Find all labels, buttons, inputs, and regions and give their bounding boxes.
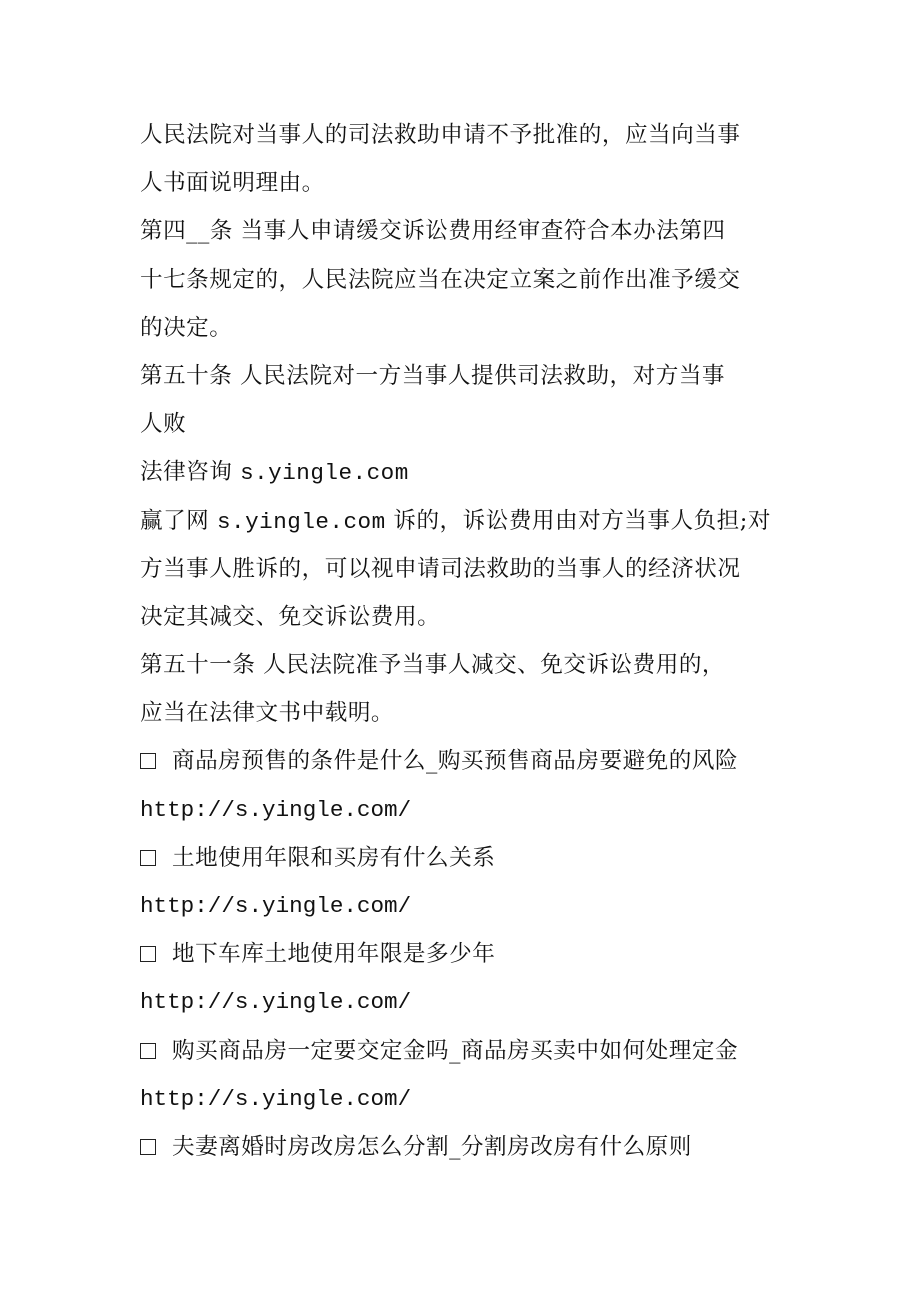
paragraph-text: 诉的，诉讼费用由对方当事人负担;对 [385,507,771,534]
related-link-item[interactable] [140,834,790,882]
paragraph-line: 人败 [140,411,187,438]
site-name-text: 法律咨询 [140,459,241,486]
checkbox-icon [140,1139,156,1155]
related-link-item[interactable] [140,1027,790,1075]
paragraph-line: 第五十条 人民法院对一方当事人提供司法救助，对方当事 [140,362,726,389]
checkbox-icon [140,850,156,866]
paragraph-line: 决定其减交、免交诉讼费用。 [140,603,441,630]
related-link-title[interactable]: 土地使用年限和买房有什么关系 [172,844,496,871]
paragraph-line: 方当事人胜诉的，可以视申请司法救助的当事人的经济状况 [140,555,741,582]
related-link-item[interactable] [140,1123,790,1171]
related-link-item[interactable] [140,737,790,785]
related-link-item[interactable] [140,930,790,978]
related-link-title[interactable]: 地下车库土地使用年限是多少年 [172,941,496,968]
checkbox-icon [140,753,156,769]
related-link-url[interactable]: http://s.yingle.com/ [140,989,412,1016]
related-link-url[interactable]: http://s.yingle.com/ [140,1085,412,1112]
site-link[interactable]: s.yingle.com [240,460,409,487]
checkbox-icon [140,1043,156,1059]
related-link-title[interactable]: 商品房预售的条件是什么_购买预售商品房要避免的风险 [172,748,739,775]
site-link[interactable]: s.yingle.com [216,508,386,535]
paragraph-line [140,448,790,496]
related-link-title[interactable]: 购买商品房一定要交定金吗_商品房买卖中如何处理定金 [172,1037,739,1064]
paragraph-line: 人民法院对当事人的司法救助申请不予批准的，应当向当事 [140,122,741,148]
paragraph-line: 人书面说明理由。 [140,170,325,197]
paragraph-line: 第四__条 当事人申请缓交诉讼费用经审查符合本办法第四 [140,218,726,245]
paragraph-line: 第五十一条 人民法院准予当事人减交、免交诉讼费用的， [140,652,726,679]
paragraph-line [140,497,790,545]
paragraph-line: 应当在法律文书中载明。 [140,700,395,727]
checkbox-icon [140,946,156,962]
paragraph-line: 的决定。 [140,314,233,341]
related-link-url[interactable]: http://s.yingle.com/ [140,893,412,919]
related-link-title[interactable]: 夫妻离婚时房改房怎么分割_分割房改房有什么原则 [172,1133,692,1160]
document-body [140,111,790,1171]
related-link-url[interactable]: http://s.yingle.com/ [140,796,412,823]
paragraph-line: 十七条规定的，人民法院应当在决定立案之前作出准予缓交 [140,266,741,293]
site-name-text: 赢了网 [140,507,217,534]
